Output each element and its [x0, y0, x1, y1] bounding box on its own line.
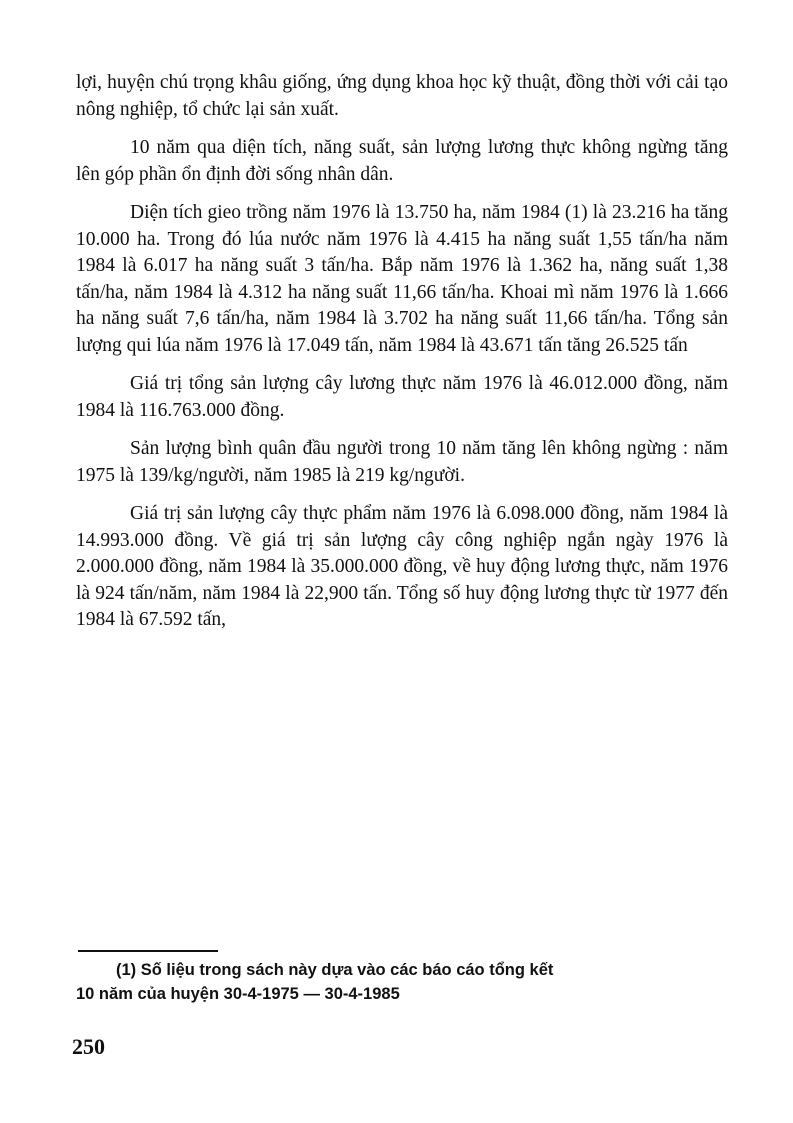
footnote-line-1: (1) Số liệu trong sách này dựa vào các báo cáo tổng kết: [116, 961, 554, 979]
paragraph-cultivated-area: Diện tích gieo trồng năm 1976 là 13.750 ha, năm 1984 (1) là 23.216 ha tăng 10.000 ha. Trong đó lúa nước năm 1976 là 4.415 ha năng suất 1,55 tấn/ha năm 1984 là 6.017 ha năng suất 3 tấn/ha. Bắp năm 1976 là 1.362 ha, năng suất 1,38 tấn/ha, năm 1984 là 4.312 ha năng suất 11,66 tấn/ha. Khoai mì năm 1976 là 1.666 ha năng suất 7,6 tấn/ha, năm 1984 là 3.702 ha năng suất 11,66 tấn/ha. Tổng sản lượng qui lúa năm 1976 là 17.049 tấn, năm 1984 là 43.671 tấn tăng 26.525 tấn: [76, 202, 728, 356]
footnote-line-2: 10 năm của huyện 30-4-1975 — 30-4-1985: [76, 985, 400, 1003]
paragraph-continuation: lợi, huyện chú trọng khâu giống, ứng dụng khoa học kỹ thuật, đồng thời với cải tạo nông nghiệp, tổ chức lại sản xuất.: [76, 72, 728, 120]
footnote-divider: [78, 950, 218, 952]
page-body: [76, 70, 728, 634]
paragraph-per-capita-output: Sản lượng bình quân đầu người trong 10 năm tăng lên không ngừng : năm 1975 là 139/kg/người, năm 1985 là 219 kg/người.: [76, 438, 728, 486]
paragraph-food-product-value: Giá trị sản lượng cây thực phẩm năm 1976 là 6.098.000 đồng, năm 1984 là 14.993.000 đồng. Về giá trị sản lượng cây công nghiệp ngắn ngày 1976 là 2.000.000 đồng, năm 1984 là 35.000.000 đồng, về huy động lương thực, năm 1976 là 924 tấn/năm, năm 1984 là 22,900 tấn. Tổng số huy động lương thực từ 1977 đến 1984 là 67.592 tấn,: [76, 503, 728, 630]
paragraph-food-crop-value: Giá trị tổng sản lượng cây lương thực năm 1976 là 46.012.000 đồng, năm 1984 là 116.763.000 đồng.: [76, 373, 728, 421]
page-number: 250: [72, 1034, 105, 1059]
paragraph-overview: 10 năm qua diện tích, năng suất, sản lượng lương thực không ngừng tăng lên góp phần ổn định đời sống nhân dân.: [76, 137, 728, 185]
footnote: [76, 958, 756, 1006]
